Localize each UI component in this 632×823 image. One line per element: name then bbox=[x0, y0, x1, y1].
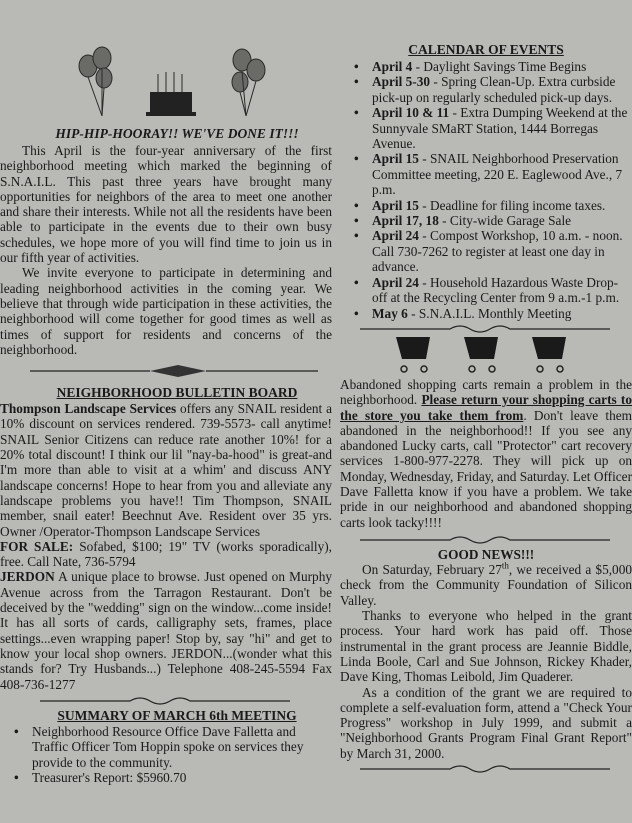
ad-text: A unique place to browse. Just opened on Murphy Avenue across from the Tarragon Restaurant. Don't be deceived by the "wedding" sign on the window...come inside! It has all sorts of cards, calligraphy sets, frames, place settings...even wrapping paper! Stop by, say "hi" and get to know your local shop owners. JERDON...(wonder what this stands for? Try Husbands...) Telephone 408-245-5594 Fax 408-736-1277 bbox=[0, 569, 332, 692]
good-news-heading: GOOD NEWS!!! bbox=[437, 546, 535, 562]
right-column bbox=[340, 42, 632, 823]
shopping-carts-paragraph: Abandoned shopping carts remain a problem in the neighborhood. Please return your shopping carts to the store you take them from. Don't leave them abandoned in the neighborhood!! If you see any abandoned Lucky carts, call "Protector" cart recovery services 1-800-977-2278. They will pick up on Monday, Wednesday, Friday, and Saturday. Let Officer Dave Falletta know if you have a problem. We take pride in our neighborhood and abandoned shopping carts look tacky!!!! bbox=[340, 376, 632, 530]
bulletin-ad-jerdon bbox=[0, 569, 332, 691]
calendar-list bbox=[340, 59, 632, 321]
bulletin-ad-landscape bbox=[0, 401, 332, 539]
calendar-event: • April 4 - Daylight Savings Time Begins bbox=[354, 59, 587, 74]
scroll-divider-icon bbox=[340, 761, 632, 775]
meeting-heading: SUMMARY OF MARCH 6th MEETING bbox=[57, 707, 297, 723]
meeting-list bbox=[0, 724, 332, 786]
calendar-event: • April 15 - SNAIL Neighborhood Preservation Committee meeting, 220 E. Eaglewood Ave., 7 p.m. bbox=[354, 151, 623, 198]
bulletin-heading: NEIGHBORHOOD BULLETIN BOARD bbox=[56, 385, 298, 401]
shopping-cart-icon bbox=[532, 337, 566, 372]
ad-title: FOR SALE: bbox=[0, 538, 74, 554]
shopping-carts-illustration bbox=[340, 335, 632, 377]
left-column bbox=[0, 42, 332, 823]
anniversary-paragraph: We invite everyone to participate in determining and leading neighborhood activities in the coming year. We believe that through wide participation in these activities, the neighborhood will come together for good times as well as times of support for residents and concerns of the neighborhood. bbox=[0, 265, 332, 357]
list-item: • Treasurer's Report: $5960.70 bbox=[14, 770, 187, 786]
ad-text: offers any SNAIL resident a 10% discount on services rendered. 739-5573- call anytime! SNAIL Senior Citizens can reduce rate another 10%! for a 20% total discount! I think our lil "nay-ba-hood" is great-and I'm more than able to visit at a whim' and discuss ANY landscape concerns! Hope to hear from you and alleviate any landscape problems you have!! Tim Thompson, SNAIL member, snail eater! Beechnut Ave. Resident over 35 yrs. Owner /Operator-Thompson Landscape Services bbox=[0, 401, 332, 539]
scroll-divider-icon bbox=[340, 531, 632, 547]
ad-title: Thompson Landscape Services bbox=[0, 401, 177, 417]
shopping-cart-icon bbox=[396, 337, 430, 372]
calendar-event: • April 24 - Household Hazardous Waste Drop-off at the Recycling Center from 9 a.m.-1 p.m. bbox=[354, 274, 620, 306]
calendar-event: • April 15 - Deadline for filing income taxes. bbox=[354, 197, 606, 213]
bulletin-ad-for-sale bbox=[0, 539, 332, 570]
good-news-paragraph: Thanks to everyone who helped in the grant process. Your hard work has paid off. Those instrumental in the grant process are Jeannie Biddle, Linda Boole, Carl and Sue Johnson, Rickey Khader, Dave King, Thomas Leibold, Jim Quaderer. bbox=[340, 608, 632, 685]
anniversary-heading: HIP-HIP-HOORAY!! WE'VE DONE IT!!! bbox=[55, 126, 299, 141]
calendar-event: • April 5-30 - Spring Clean-Up. Extra curbside pick-up on regularly scheduled pick-up days. bbox=[354, 74, 616, 105]
good-news-paragraph: On Saturday, February 27th, we received a $5,000 check from the Community Foundation of Silicon Valley. bbox=[340, 560, 632, 608]
ad-text: Sofabed, $100; 19" TV (works sporadically), free. Call Nate, 736-5794 bbox=[0, 538, 333, 570]
anniversary-paragraph: This April is the four-year anniversary of the first neighborhood meeting which marked the beginning of S.N.A.I.L. This past three years have brought many opportunities for neighbors of the area to meet one another and share their interests. While not all the residents have been able to participate in the events due to their own busy schedules, we hope more of you will find time to join us in our fifth year of activities. bbox=[0, 143, 332, 266]
scroll-divider-icon bbox=[0, 692, 332, 708]
calendar-event: • April 10 & 11 - Extra Dumping Weekend at the Sunnyvale SMaRT Station, 1444 Borregas Avenue. bbox=[354, 105, 628, 152]
diamond-divider-icon bbox=[0, 359, 332, 383]
carts-emphasis: Please return your shopping carts to the store you take them from bbox=[340, 392, 632, 423]
calendar-event: • May 6 - S.N.A.I.L. Monthly Meeting bbox=[354, 305, 572, 321]
good-news-paragraph: As a condition of the grant we are required to complete a self-evaluation form, attend a "Check Your Progress" workshop in July 1999, and submit a "Neighborhood Grants Program Final Grant Report" by March 31, 2000. bbox=[340, 684, 632, 761]
shopping-cart-icon bbox=[464, 337, 498, 372]
scroll-divider-icon bbox=[340, 321, 632, 335]
calendar-event: • April 24 - Compost Workshop, 10 a.m. - noon. Call 730-7262 to register at least one day in advance. bbox=[354, 228, 623, 275]
ad-title: JERDON bbox=[0, 569, 55, 585]
list-item: • Neighborhood Resource Office Dave Falletta and Traffic Officer Tom Hoppin spoke on services they provide to the community. bbox=[14, 723, 304, 770]
calendar-event: • April 17, 18 - City-wide Garage Sale bbox=[354, 213, 572, 229]
calendar-heading: CALENDAR OF EVENTS bbox=[408, 42, 564, 57]
